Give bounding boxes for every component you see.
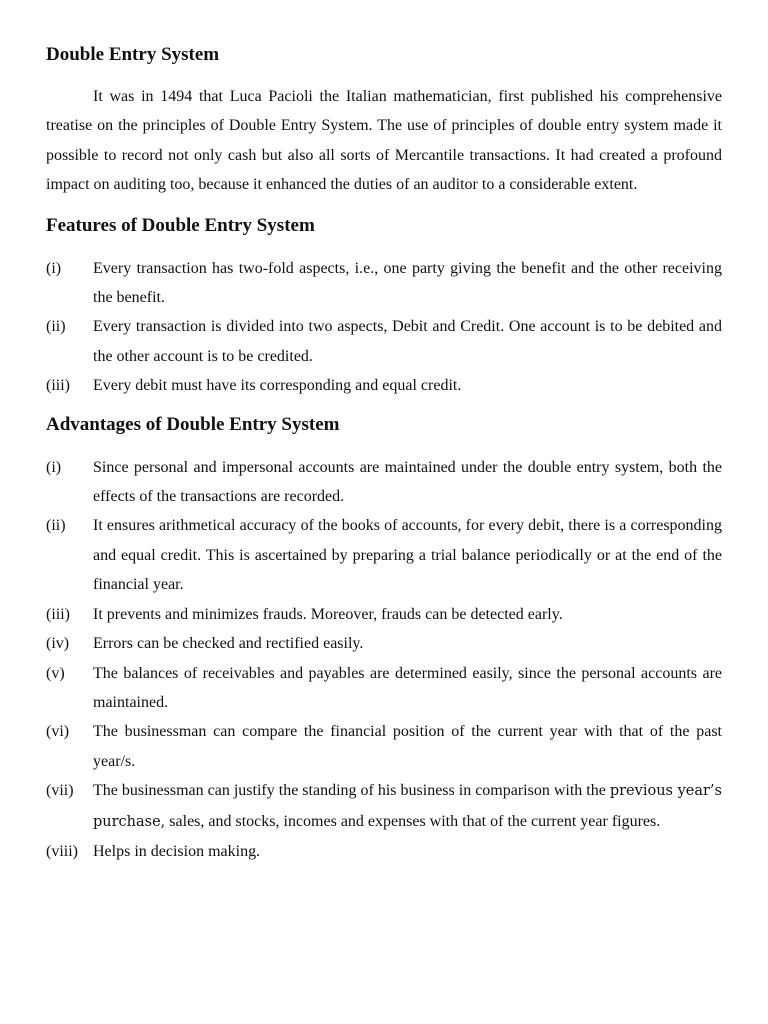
item-text: Every transaction has two-fold aspects, i.e., one party giving the benefit and the other receiving the benefit. <box>93 259 722 307</box>
list-item <box>46 312 722 371</box>
list-item <box>46 717 722 776</box>
item-number: (i) <box>46 259 62 277</box>
list-item <box>46 371 722 400</box>
list-item <box>46 254 722 313</box>
advantages-heading: Advantages of Double Entry System <box>46 413 340 435</box>
item-number: (iv) <box>46 635 70 653</box>
list-item <box>46 511 722 599</box>
item-text: Since personal and impersonal accounts are maintained under the double entry system, both the effects of the transactions are recorded. <box>93 458 722 506</box>
document-page <box>46 40 722 866</box>
features-list <box>46 254 722 401</box>
item-number: (v) <box>46 664 65 682</box>
item-number: (vi) <box>46 723 70 741</box>
item-text: Every transaction is divided into two aspects, Debit and Credit. One account is to be debited and the other account is to be credited. <box>93 318 722 365</box>
item-text-end: sales, and stocks, incomes and expenses with that of the current year figures. <box>165 812 661 830</box>
item-number: (iii) <box>46 377 70 395</box>
item-text-emphasis: previous year’s purchase, <box>93 783 722 830</box>
features-heading: Features of Double Entry System <box>46 214 315 236</box>
item-text: It ensures arithmetical accuracy of the books of accounts, for every debit, there is a corresponding and equal credit. This is ascertained by preparing a trial balance periodically or at the end of the financial year. <box>93 517 722 594</box>
page-title: Double Entry System <box>46 44 220 65</box>
list-item <box>46 453 722 512</box>
item-text: Every debit must have its corresponding and equal credit. <box>93 377 462 395</box>
item-number: (i) <box>46 458 62 476</box>
advantages-list <box>46 453 722 867</box>
intro-paragraph: It was in 1494 that Luca Pacioli the Italian mathematician, first published his comprehensive treatise on the principles of Double Entry System. The use of principles of double entry system made it possible to record not only cash but also all sorts of Mercantile transactions. It had created a profound impact on auditing too, because it enhanced the duties of an auditor to a considerable extent. <box>46 88 722 194</box>
item-text-start: The businessman can justify the standing of his business in comparison with the <box>93 782 610 800</box>
item-text: Helps in decision making. <box>93 842 261 860</box>
list-item <box>46 659 722 718</box>
item-number: (ii) <box>46 517 66 535</box>
item-text: The businessman can compare the financial position of the current year with that of the past year/s. <box>93 723 722 770</box>
item-text: The balances of receivables and payables are determined easily, since the personal accounts are maintained. <box>93 664 722 711</box>
item-number: (ii) <box>46 318 66 336</box>
list-item <box>46 776 722 837</box>
item-number: (iii) <box>46 605 70 623</box>
item-number: (viii) <box>46 842 78 860</box>
item-text: Errors can be checked and rectified easily. <box>93 635 364 653</box>
item-number: (vii) <box>46 782 74 800</box>
list-item <box>46 837 722 866</box>
item-text <box>93 776 722 837</box>
item-text: It prevents and minimizes frauds. Moreover, frauds can be detected early. <box>93 605 563 623</box>
list-item <box>46 629 722 658</box>
list-item <box>46 600 722 629</box>
